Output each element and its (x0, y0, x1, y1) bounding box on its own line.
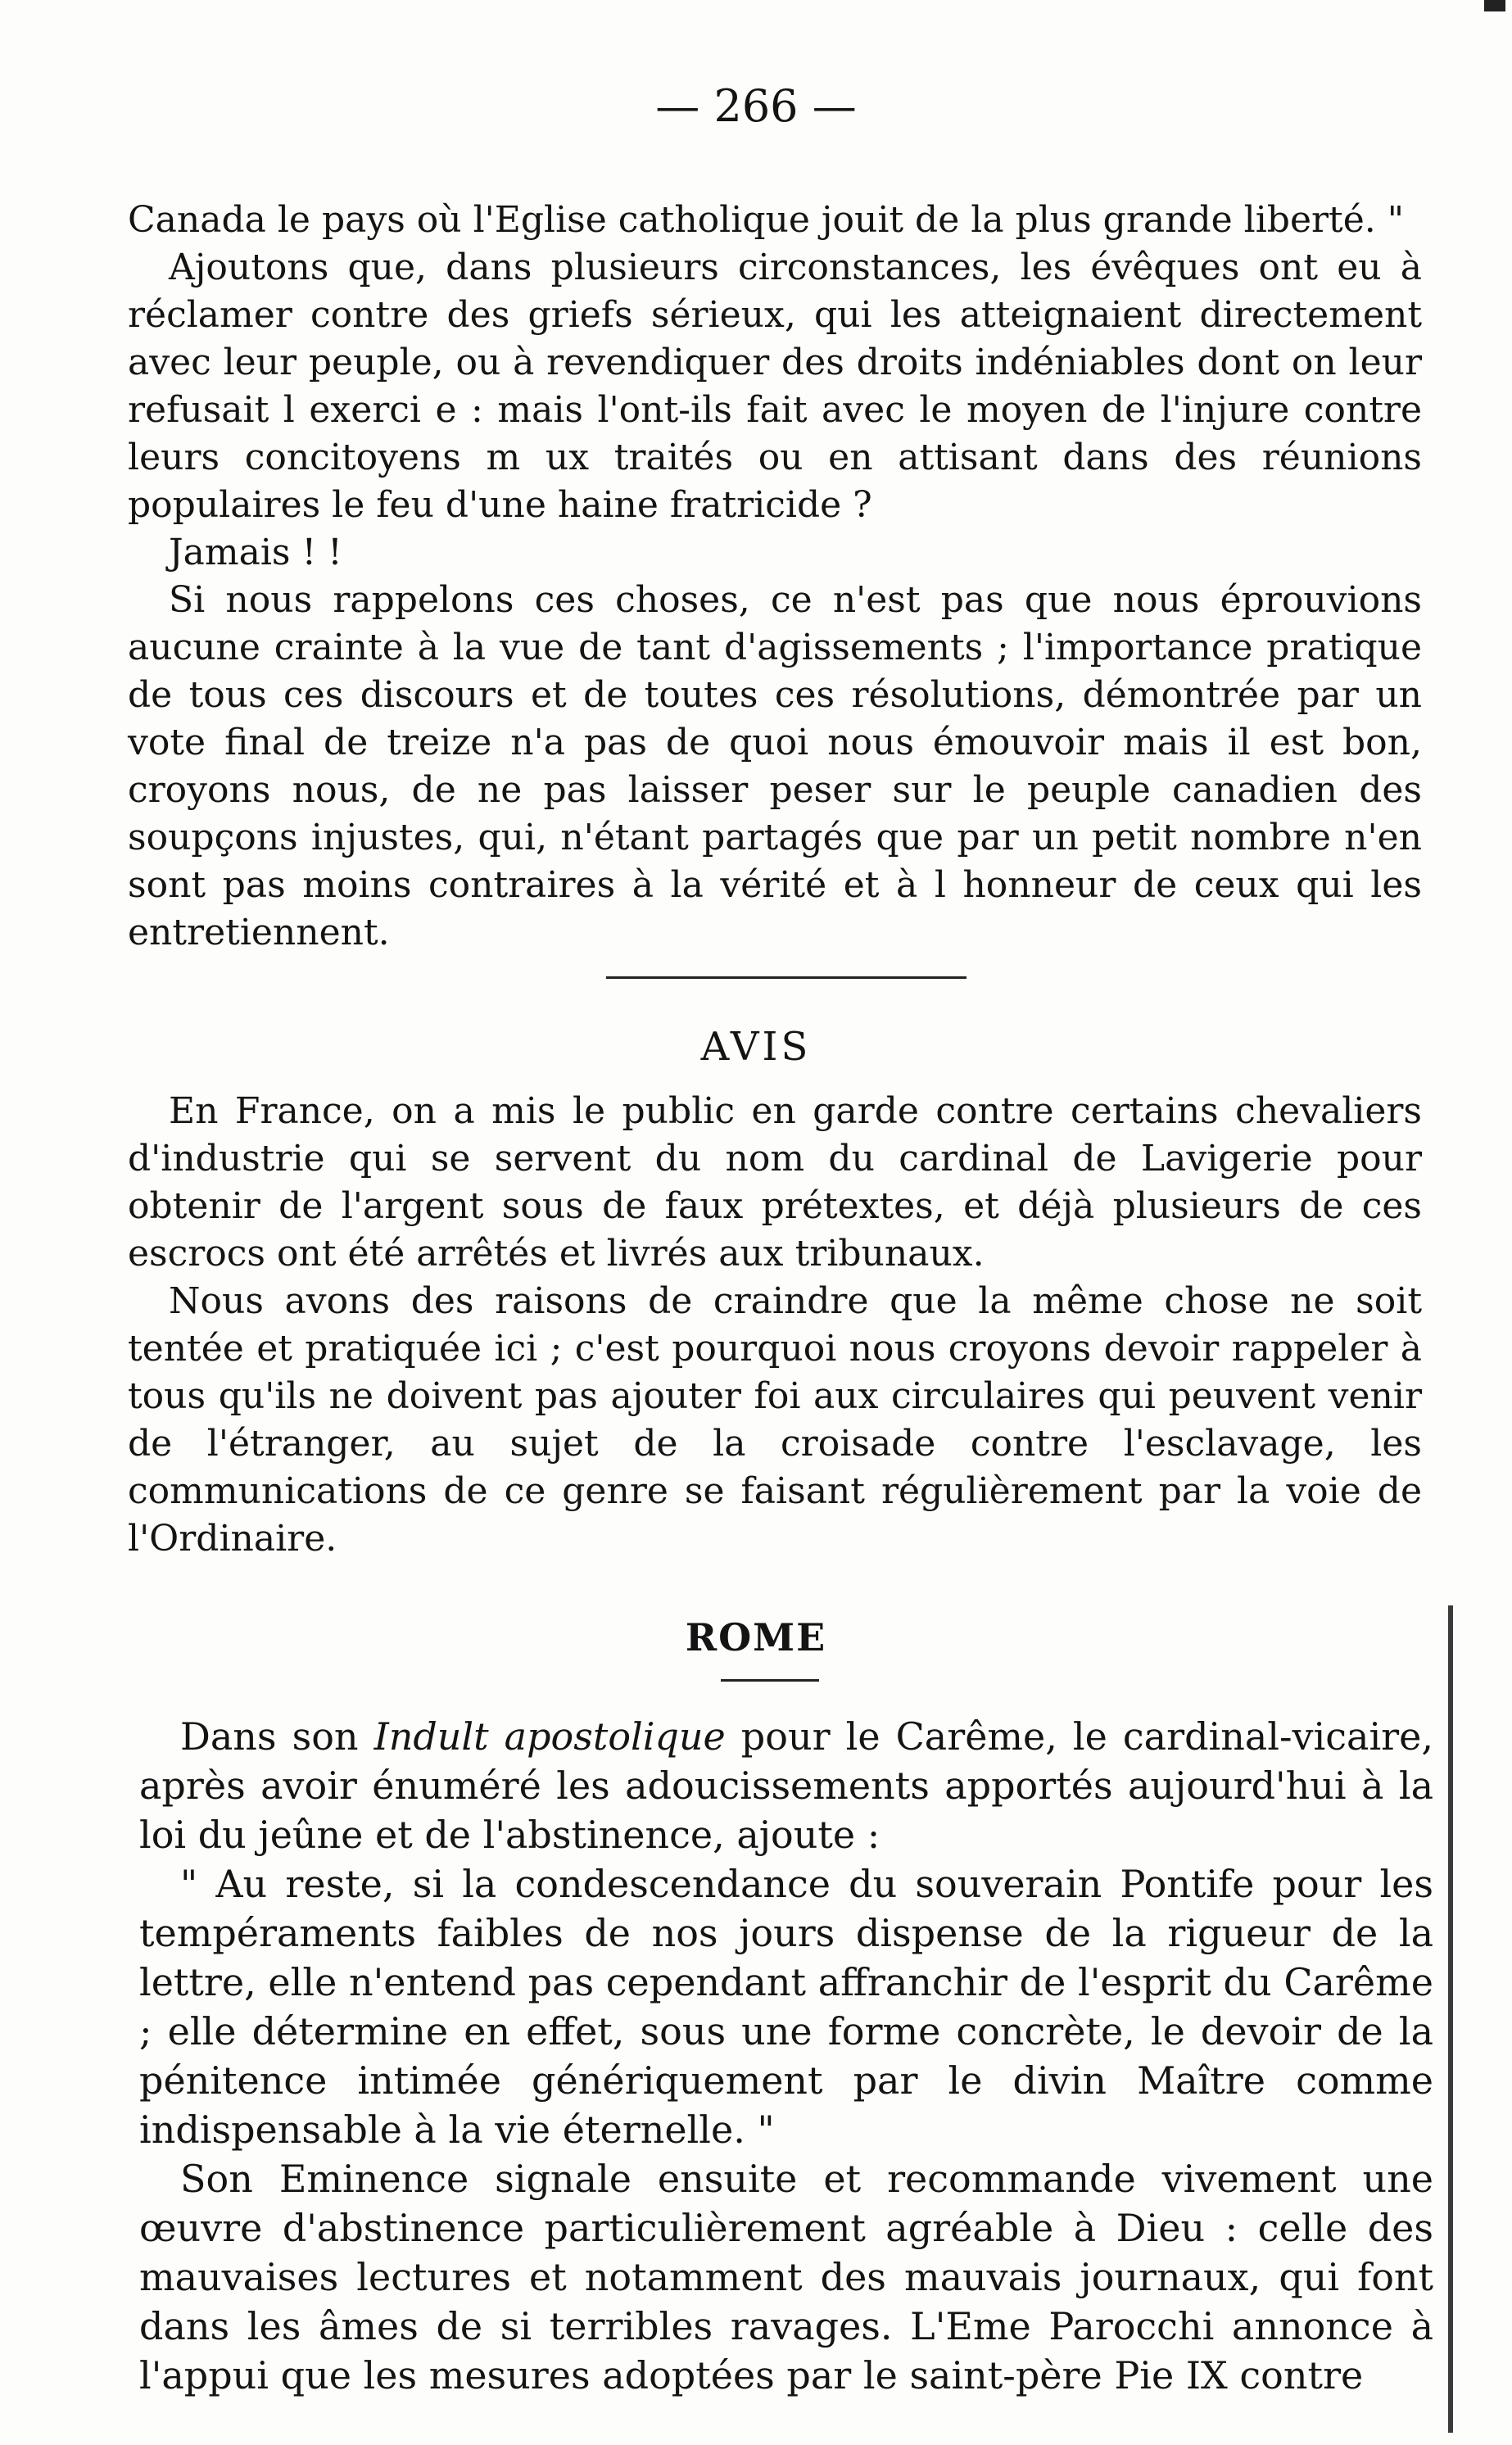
scan-corner-mark (1484, 0, 1505, 11)
section-continuation (128, 197, 1422, 957)
quotation: " Au reste, si la condescendance du souverain Pontife pour les tempéraments faibles de nos jours dispense de la rigueur de la lettre, elle n'entend pas cependant affranchir de l'esprit du Carême ; elle détermine en effet, sous une forme concrète, le devoir de la pénitence intimée génériquement par le divin Maître comme indispensable à la vie éternelle. " (139, 1862, 1433, 2152)
italic-title: Indult apostolique (373, 1714, 726, 1759)
paragraph: Nous avons des raisons de craindre que la même chose ne soit tentée et pratiquée ici ; c'est pourquoi nous croyons devoir rappeler à tous qu'ils ne doivent pas ajouter foi aux circulaires qui peuvent venir de l'étranger, au sujet de la croisade contre l'esclavage, les communications de ce genre se faisant régulièrement par la voie de l'Ordinaire. (128, 1280, 1422, 1560)
paragraph: Ajoutons que, dans plusieurs circonstances, les évêques ont eu à réclamer contre des griefs sérieux, qui les atteignaient directement avec leur peuple, ou à revendiquer des droits indéniables dont on leur refusait l exerci e : mais l'ont-ils fait avec le moyen de l'injure contre leurs concitoyens m ux traités ou en attisant dans des réunions populaires le feu d'une haine fratricide ? (128, 247, 1422, 526)
avis-section (128, 1088, 1422, 1563)
text-run: Dans son (180, 1714, 374, 1759)
rome-heading: ROME (685, 1615, 827, 1659)
text-run: pour le Carême, le cardinal-vicaire, après avoir énuméré les adoucissements apportés aujourd'hui à la loi du jeûne et de l'abstinence, ajoute : (139, 1714, 1433, 1857)
binding-edge (1448, 1605, 1453, 2433)
section-divider (606, 976, 967, 979)
paragraph: En France, on a mis le public en garde contre certains chevaliers d'industrie qui se servent du nom du cardinal de Lavigerie pour obtenir de l'argent sous de faux prétextes, et déjà plusieurs de ces escrocs ont été arrêtés et livrés aux tribunaux. (128, 1090, 1422, 1275)
avis-heading: AVIS (700, 1024, 812, 1070)
page-number: — 266 — (655, 80, 857, 132)
paragraph: Son Eminence signale ensuite et recommande vivement une œuvre d'abstinence particulièrement agréable à Dieu : celle des mauvaises lectures et notamment des mauvais journaux, qui font dans les âmes de si terribles ravages. L'Eme Parocchi annonce à l'appui que les mesures adoptées par le saint-père Pie IX contre (139, 2157, 1433, 2397)
rome-section (139, 1712, 1433, 2400)
paragraph (139, 1712, 1433, 1859)
heading-underline (721, 1679, 819, 1682)
paragraph: Canada le pays où l'Eglise catholique jouit de la plus grande liberté. " (128, 199, 1404, 241)
paragraph: Si nous rappelons ces choses, ce n'est pas que nous éprouvions aucune crainte à la vue de tant d'agissements ; l'importance pratique de tous ces discours et de toutes ces résolutions, démontrée par un vote final de treize n'a pas de quoi nous émouvoir mais il est bon, croyons nous, de ne pas laisser peser sur le peuple canadien des soupçons injustes, qui, n'étant partagés que par un petit nombre n'en sont pas moins contraires à la vérité et à l honneur de ceux qui les entretiennent. (128, 579, 1422, 953)
paragraph: Jamais ! ! (169, 532, 342, 573)
